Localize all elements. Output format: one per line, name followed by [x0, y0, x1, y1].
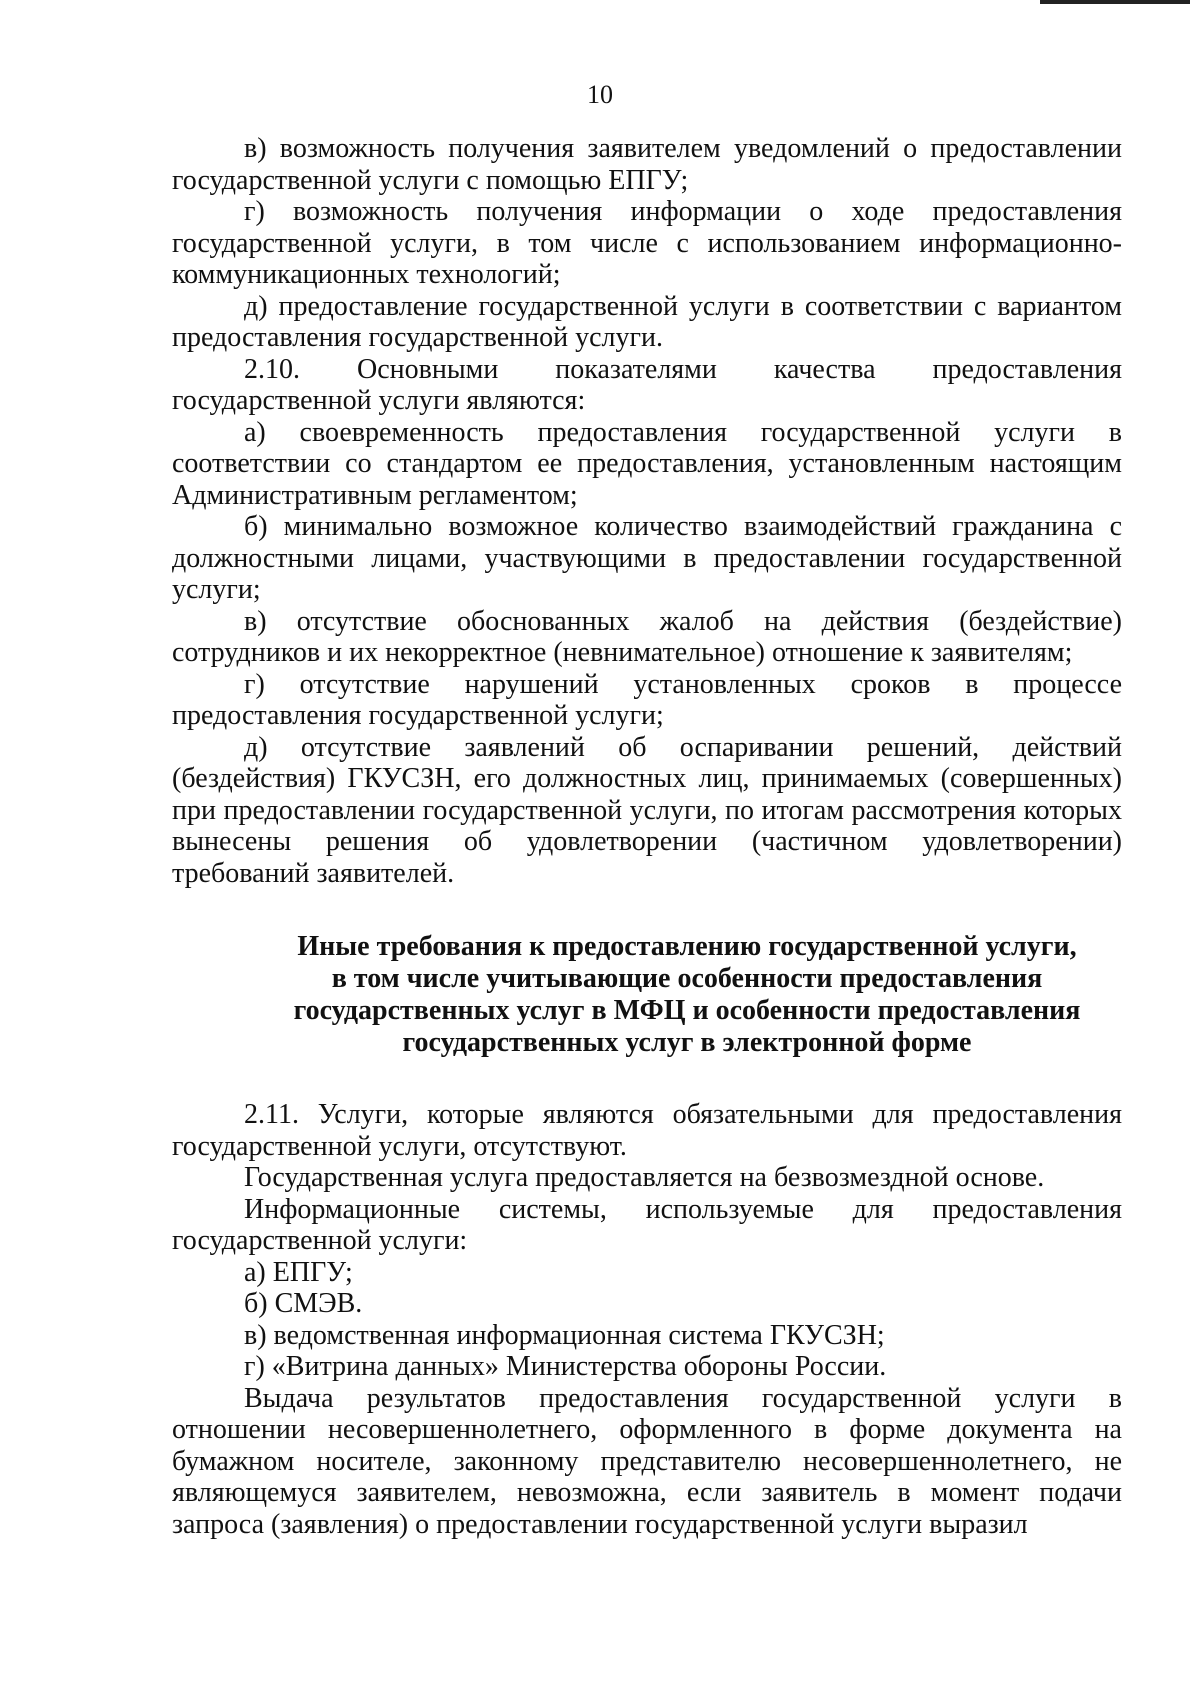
- heading-line: Иные требования к предоставлению государственной услуги,: [297, 931, 1077, 962]
- top-edge-mark: [1040, 0, 1190, 4]
- paragraph: г) отсутствие нарушений установленных сроков в процессе предоставления государственной услуги;: [172, 668, 1122, 731]
- list-item: а) ЕПГУ;: [244, 1256, 353, 1288]
- list-item: г) «Витрина данных» Министерства обороны России.: [244, 1351, 887, 1382]
- paragraph: б) минимально возможное количество взаимодействий гражданина с должностными лицами, участвующими в предоставлении государственной услуги;: [172, 511, 1122, 605]
- section-heading: [172, 931, 1122, 1059]
- paragraph: г) возможность получения информации о ходе предоставления государственной услуги, в том числе с использованием информационно-коммуникационных технологий;: [172, 196, 1122, 290]
- list-item: б) СМЭВ.: [244, 1288, 363, 1319]
- page-number: 10: [587, 80, 613, 109]
- paragraph: а) своевременность предоставления государственной услуги в соответствии со стандартом ее предоставления, установленным настоящим Административным регламентом;: [172, 416, 1122, 511]
- paragraph: Государственная услуга предоставляется на безвозмездной основе.: [244, 1162, 1045, 1193]
- heading-line: в том числе учитывающие особенности предоставления: [331, 963, 1043, 994]
- paragraph: д) предоставление государственной услуги в соответствии с вариантом предоставления государственной услуги.: [172, 290, 1122, 353]
- paragraph: Информационные системы, используемые для предоставления государственной услуги:: [172, 1193, 1122, 1256]
- list-item: в) ведомственная информационная система ГКУСЗН;: [244, 1319, 885, 1351]
- paragraph: 2.11. Услуги, которые являются обязательными для предоставления государственной услуги, отсутствуют.: [172, 1099, 1122, 1162]
- paragraph: д) отсутствие заявлений об оспаривании решений, действий (бездействия) ГКУСЗН, его должностных лиц, принимаемых (совершенных) при предоставлении государственной услуги, по итогам рассмотрения которых вынесены решения об удовлетворении (частичном удовлетворении) требований заявителей.: [172, 731, 1122, 889]
- heading-line: государственных услуг в электронной форме: [402, 1027, 972, 1058]
- body-text-upper: [172, 133, 1122, 1540]
- paragraph: Выдача результатов предоставления государственной услуги в отношении несовершеннолетнего, оформленного в форме документа на бумажном носителе, законному представителю несовершеннолетнего, не являющемуся заявителем, невозможна, если заявитель в момент подачи запроса (заявления) о предоставлении государственной услуги выразил: [172, 1382, 1122, 1540]
- paragraph: в) возможность получения заявителем уведомлений о предоставлении государственной услуги с помощью ЕПГУ;: [172, 133, 1122, 196]
- paragraph: в) отсутствие обоснованных жалоб на действия (бездействие) сотрудников и их некорректное (невнимательное) отношение к заявителям;: [172, 605, 1122, 668]
- heading-line: государственных услуг в МФЦ и особенности предоставления: [293, 995, 1081, 1026]
- paragraph: 2.10. Основными показателями качества предоставления государственной услуги являются:: [172, 353, 1122, 416]
